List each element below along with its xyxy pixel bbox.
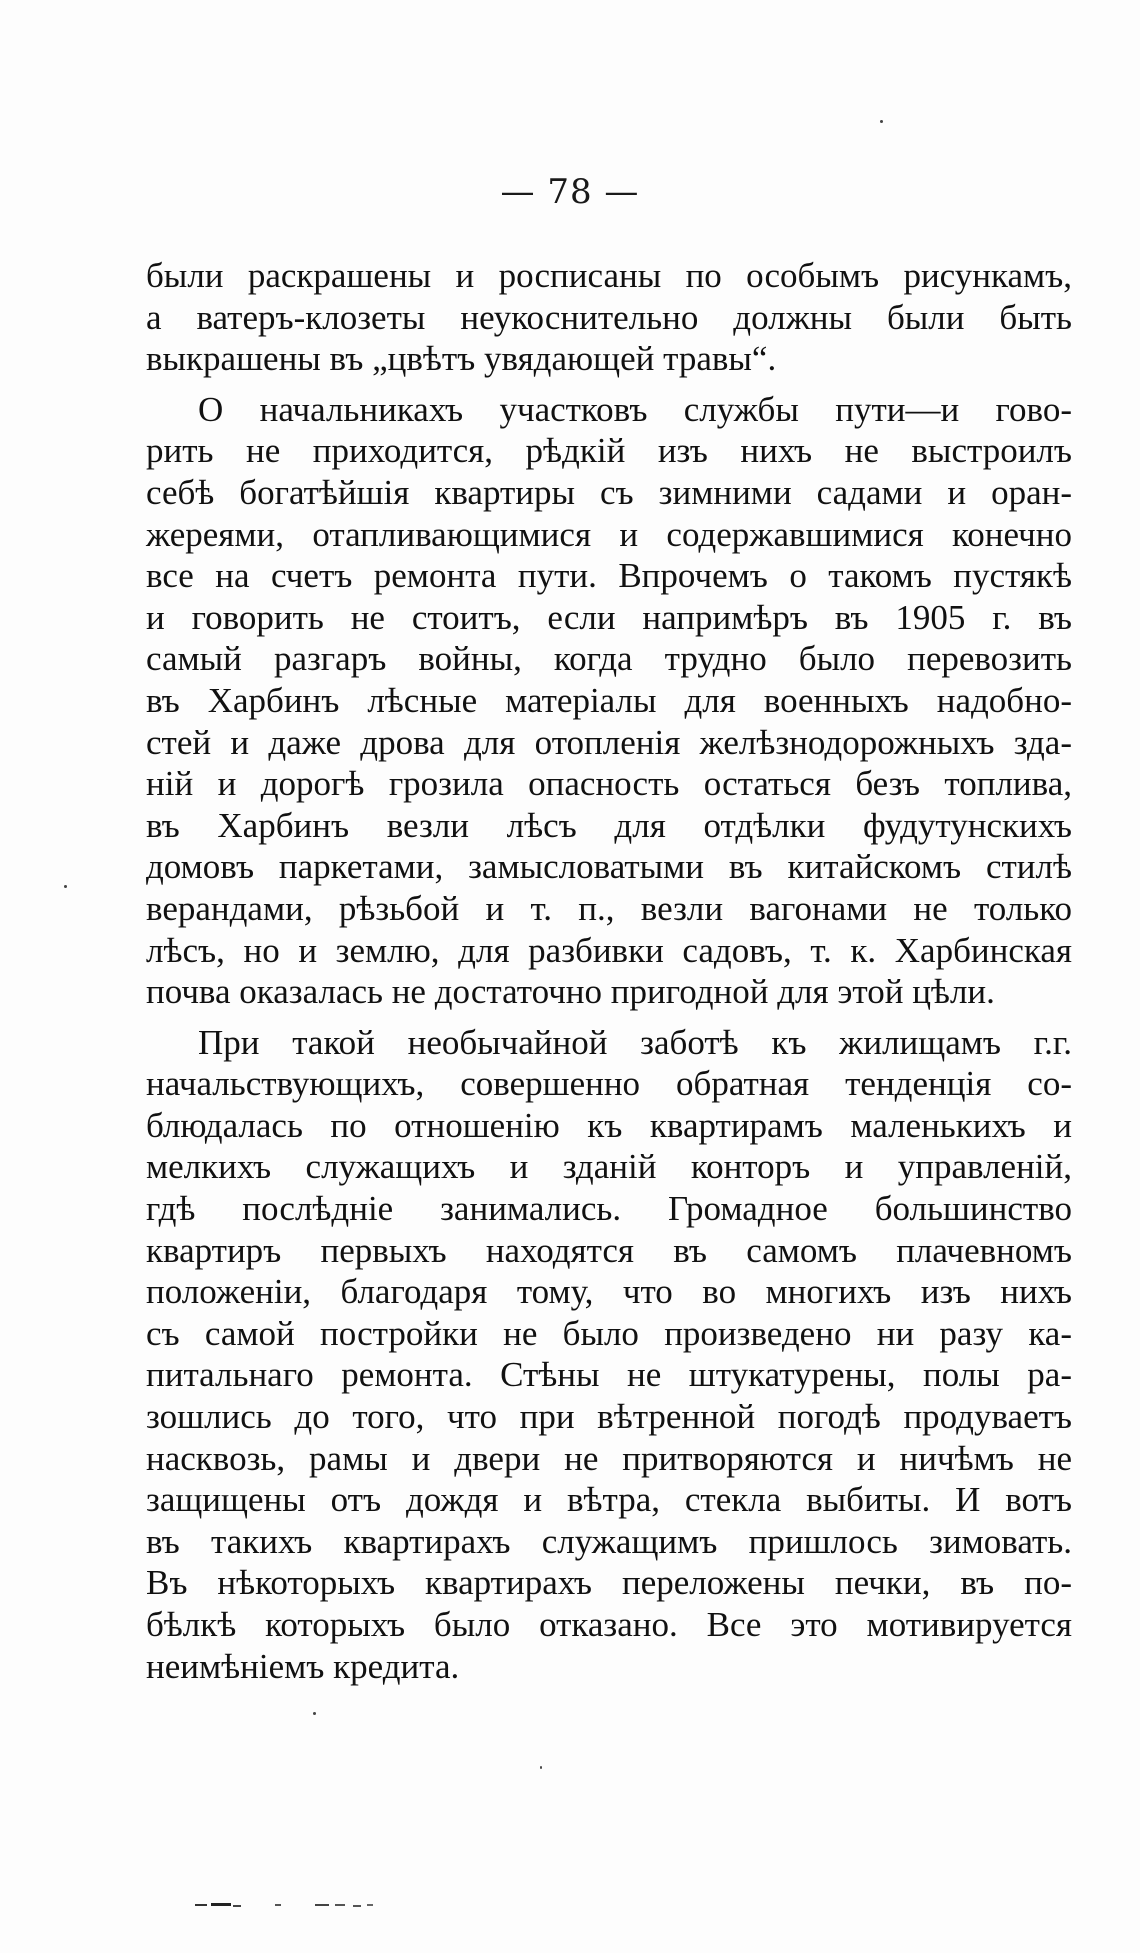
text-line: а ватеръ-клозеты неукоснительно должны были быть <box>146 297 1072 337</box>
text-line: неимѣніемъ кредита. <box>146 1646 460 1686</box>
scan-speck <box>540 1766 542 1769</box>
text-line: мелкихъ служащихъ и зданій конторъ и управленій, <box>146 1147 1072 1187</box>
text-line: блюдалась по отношенію къ квартирамъ маленькихъ и <box>146 1105 1072 1145</box>
paragraph-3 <box>146 1022 1072 1688</box>
paragraph-2 <box>146 389 1072 1013</box>
text-line: начальствующихъ, совершенно обратная тенденція со- <box>146 1064 1072 1104</box>
text-line: положеніи, благодаря тому, что во многихъ изъ нихъ <box>146 1272 1072 1312</box>
text-line: насквозь, рамы и двери не притворяются и ничѣмъ не <box>146 1438 1072 1478</box>
text-line: съ самой постройки не было произведено ни разу ка- <box>146 1313 1072 1353</box>
text-line: въ Харбинъ везли лѣсъ для отдѣлки фудутунскихъ <box>146 805 1072 845</box>
scan-speck <box>313 1712 316 1715</box>
text-line: въ Харбинъ лѣсные матеріалы для военныхъ надобно- <box>146 680 1072 720</box>
text-line: почва оказалась не достаточно пригодной для этой цѣли. <box>146 972 995 1012</box>
text-line: стей и даже дрова для отопленія желѣзнодорожныхъ зда- <box>146 722 1072 762</box>
text-line: О начальникахъ участковъ службы пути—и гово- <box>198 389 1072 429</box>
body-text <box>146 255 1072 1687</box>
text-line: квартиръ первыхъ находятся въ самомъ плачевномъ <box>146 1230 1072 1270</box>
text-line: были раскрашены и росписаны по особымъ рисункамъ, <box>146 256 1072 295</box>
text-line: защищены отъ дождя и вѣтра, стекла выбиты. И вотъ <box>146 1480 1072 1520</box>
text-line: Въ нѣкоторыхъ квартирахъ переложены печки, въ по- <box>146 1563 1072 1603</box>
text-line: зошлись до того, что при вѣтренной погодѣ продуваетъ <box>146 1397 1072 1437</box>
text-line: жереями, отапливающимися и содержавшимися конечно <box>146 514 1072 554</box>
text-line: гдѣ послѣдніе занимались. Громадное большинство <box>146 1189 1072 1229</box>
text-line: бѣлкѣ которыхъ было отказано. Все это мотивируется <box>146 1605 1072 1644</box>
text-line: выкрашены въ „цвѣтъ увядающей травы“. <box>146 339 777 379</box>
text-line: питальнаго ремонта. Стѣны не штукатурены, полы ра- <box>146 1355 1072 1395</box>
scan-speck <box>880 120 883 123</box>
text-line: и говорить не стоитъ, если напримѣръ въ 1905 г. въ <box>146 597 1072 637</box>
text-line: въ такихъ квартирахъ служащимъ пришлось зимовать. <box>146 1521 1072 1561</box>
text-line: все на счетъ ремонта пути. Впрочемъ о такомъ пустякѣ <box>146 556 1072 596</box>
text-line: При такой необычайной заботѣ къ жилищамъ г.г. <box>198 1022 1072 1062</box>
page-number: — 78 — <box>500 172 640 212</box>
paragraph-1 <box>146 255 1072 380</box>
scan-speck <box>64 885 67 888</box>
scan-artifact-marks <box>195 1898 445 1912</box>
text-line: ній и дорогѣ грозила опасность остаться безъ топлива, <box>146 764 1072 804</box>
text-line: лѣсъ, но и землю, для разбивки садовъ, т. к. Харбинская <box>146 930 1072 970</box>
text-line: верандами, рѣзьбой и т. п., везли вагонами не только <box>146 888 1072 928</box>
text-line: домовъ паркетами, замысловатыми въ китайскомъ стилѣ <box>146 847 1072 887</box>
text-line: себѣ богатѣйшія квартиры съ зимними садами и оран- <box>146 472 1072 512</box>
text-line: рить не приходится, рѣдкій изъ нихъ не выстроилъ <box>146 431 1072 471</box>
text-line: самый разгаръ войны, когда трудно было перевозить <box>146 639 1072 679</box>
